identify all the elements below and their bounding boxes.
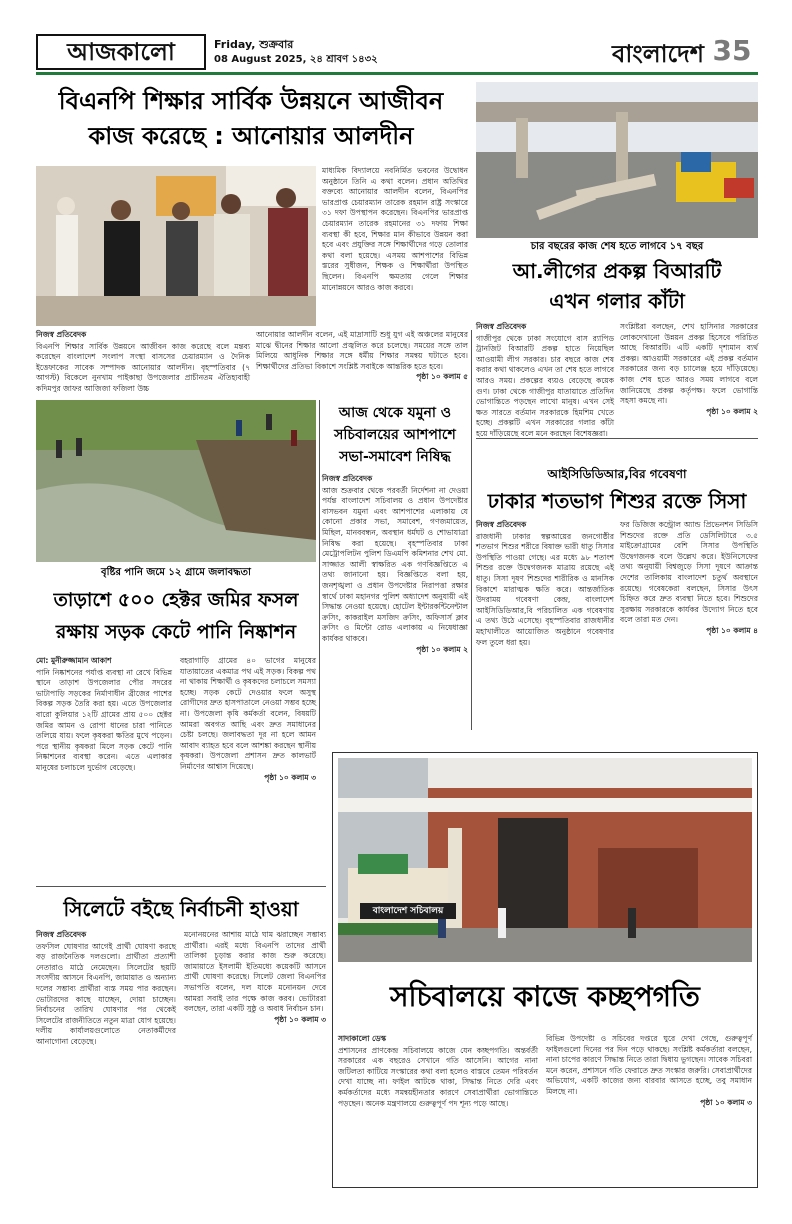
story1-headline-line2: কাজ করেছে : আনোয়ার আলদীন [88,122,414,150]
story2-headline-line2: এখন গলার কাঁটা [549,289,685,313]
story6-top-rule [36,886,326,887]
masthead-date: 08 August 2025, ২৪ শ্রাবণ ১৪৩২ [214,54,378,65]
story1-body-left-text: বিএনপি শিক্ষার সার্বিক উন্নয়নে আজীবন কাজ করেছে বলে মন্তব্য করেছেন বাংলাদেশ সংলাপ সংস্থা বাসসের চেয়ারম্যান ও দৈনিক ইত্তেফাকের সাবেক সম্পাদক আনোয়ার আলদীন। বৃহস্পতিবার (৭ আগস্ট) বিকেলে নুনখাম পাইকাছা উপজেলার প্রাচীনতম ঐতিহ্যবাহী কদিমপুর জাফর আজিজা ফজিলা উচ্চ [36,341,250,393]
story3-body-col2 [180,656,316,882]
masthead-logo: আজকালো [36,34,206,70]
story5-continued: পৃষ্ঠা ১০ কলাম ৪ [706,625,758,635]
story6-body-col2 [184,930,326,1186]
column-rule [471,330,472,730]
story6-body-col1-text: তফসিল ঘোষণার আগেই প্রার্থী ঘোষণা করছে বড় রাজনৈতিক দলগুলো। প্রার্থীতা প্রত্যাশী নেতারাও মাঠে নেমেছেন। সিলেটের ছয়টি সংসদীয় আসনে বিএনপি, জামায়াত ও অন্যান্য দলের সম্ভাব্য প্রার্থীরা ব্যস্ত সময় পার করছেন। ভোটারদের কাছে যাচ্ছেন, দোয়া চাচ্ছেন। নির্বাচনের তারিখ ঘোষণার পর থেকেই সিলেটের রাজনীতিতে নতুন মাত্রা যোগ হয়েছে। দলীয় কার্যালয়গুলোতে নেতাকর্মীদের আনাগোনা বেড়েছে। [36,941,176,1046]
masthead-day: Friday, শুক্রবার [214,38,294,51]
story5-kicker: আইসিডিডিআর,বির গবেষণা [547,467,687,481]
story7-body-col2 [546,1034,752,1184]
story1-continued: পৃষ্ঠা ১০ কলাম ৫ [416,372,468,382]
story6-body-col1 [36,930,176,1186]
story7-continued: পৃষ্ঠা ১০ কলাম ৩ [700,1097,752,1107]
story7-body-col1 [338,1034,538,1184]
story1-body-mid [256,330,468,396]
story2-byline: নিজস্ব প্রতিবেদক [476,322,527,331]
story5-body-col1 [476,520,614,720]
story4-headline [322,402,468,472]
story3-continued: পৃষ্ঠা ১০ কলাম ৩ [264,772,316,782]
story5-headline: ঢাকার শতভাগ শিশুর রক্তে সিসা [487,489,747,513]
story7-body-col1-text: প্রশাসনের প্রাণকেন্দ্র সচিবালয়ে কাজে যেন কচ্ছপগতি। অন্তর্বর্তী সরকারের এক বছরেও সেখানে গতি আসেনি। আগের নানা জটিলতা কাটিয়ে সংস্কারের কথা বলা হলেও বাস্তবে তেমন পরিবর্তন দেখা যাচ্ছে না। ফাইল আটকে থাকা, সিদ্ধান্ত নিতে দেরি এবং কর্মকর্তাদের মধ্যে সমন্বয়হীনতার কারণে সেবাপ্রার্থীরা ভোগান্তিতে পড়ছেন। অনেক মন্ত্রণালয়ে গুরুত্বপূর্ণ পদ শূন্য পড়ে আছে। [338,1045,538,1108]
masthead [36,34,758,78]
story3-headline-line2: রক্ষায় সড়ক কেটে পানি নিষ্কাশন [55,621,297,643]
story4-body-text: আজ শুক্রবার থেকে পরবর্তী নির্দেশনা না দেওয়া পর্যন্ত বাংলাদেশ সচিবালয় ও প্রধান উপদেষ্টার বাসভবন যমুনা এবং আশপাশের এলাকায় যে কোনো প্রকার সভা, সমাবেশ, গণজমায়েত, মিছিল, মানববন্ধন, অবস্থান ধর্মঘট ও শোভাযাত্রা নিষিদ্ধ করা হয়েছে। বৃহস্পতিবার ঢাকা মেট্রোপলিটন পুলিশ ডিএমপি কমিশনার শেখ মো. সাজ্জাত আলী স্বাক্ষরিত এক গণবিজ্ঞপ্তিতে এ তথ্য জানানো হয়। বিজ্ঞপ্তিতে বলা হয়, জনশৃঙ্খলা ও প্রধান উপদেষ্টার নিরাপত্তা রক্ষার স্বার্থে ঢাকা মহানগর পুলিশ অধ্যাদেশ অনুযায়ী এই সিদ্ধান্ত নেওয়া হয়েছে। হোটেল ইন্টারকন্টিনেন্টাল ক্রসিং, কাকরাইল মসজিদ ক্রসিং, অফিসার্স ক্লাব ক্রসিং ও মিন্টো রোড এলাকায় এ নিষেধাজ্ঞা কার্যকর থাকবে। [322,485,468,643]
story4-byline: নিজস্ব প্রতিবেদক [322,474,373,483]
story3-body-col2-text: বহরাগাড়ি গ্রামের ৪০ ভাগের মানুষের যাতায়াতের একমাত্র পথ এই সড়ক। বিকল্প পথ না থাকায় শিক্ষার্থী ও কৃষকদের চলাচলে সমস্যা হচ্ছে। সড়ক কেটে দেওয়ার ফলে অসুস্থ রোগীদের দ্রুত হাসপাতালে নেওয়া সম্ভব হচ্ছে না। উপজেলা কৃষি কর্মকর্তা বলেন, বিষয়টি আমরা অবগত আছি এবং দ্রুত সমাধানের চেষ্টা চলছে। জলাবদ্ধতা দূর না হলে আমন আবাদ ব্যাহত হবে বলে আশঙ্কা করছেন স্থানীয় কৃষকরা। উপজেলা প্রশাসন দ্রুত কালভার্ট নির্মাণের আশ্বাস দিয়েছে। [180,656,316,771]
story3-byline: মো: মুনীরুজ্জামান আকাশ [36,656,112,665]
story7-body-col2-text: বিভিন্ন উপদেষ্টা ও সচিবের দপ্তরে ঘুরে দেখা গেছে, গুরুত্বপূর্ণ ফাইলগুলো দিনের পর দিন পড়ে থাকছে। সংশ্লিষ্ট কর্মকর্তারা বলছেন, নানা চাপের কারণে সিদ্ধান্ত নিতে তারা দ্বিধায় ভুগছেন। সাবেক সচিবরা মনে করেন, প্রশাসনে গতি ফেরাতে দ্রুত সংস্কার জরুরি। সেবাপ্রার্থীদের অভিযোগ, একটি কাজের জন্য বারবার আসতে হচ্ছে, তবু সমাধান মিলছে না। [546,1034,752,1096]
story6-body-col2-text: মনোনয়নের আশায় মাঠে ঘাম ঝরাচ্ছেন সম্ভাব্য প্রার্থীরা। এরই মধ্যে বিএনপি তাদের প্রার্থী তালিকা চূড়ান্ত করার কাজ শুরু করেছে। জামায়াতে ইসলামী ইতিমধ্যে কয়েকটি আসনে প্রার্থী ঘোষণা করেছে। সিলেট জেলা বিএনপির সভাপতি বলেন, দল যাকে মনোনয়ন দেবে আমরা সবাই তার পক্ষে কাজ করব। ভোটাররা বলছেন, তারা একটি সুষ্ঠু ও অবাধ নির্বাচন চান। [184,930,326,1014]
story5-body-col2-text: ফর ডিজিজ কন্ট্রোল অ্যান্ড প্রিভেনশন সিডিসি শিশুদের রক্তে প্রতি ডেসিলিটারে ৩.৫ মাইক্রোগ্রামের বেশি সিসার উপস্থিতি উদ্বেগজনক বলে উল্লেখ করে। ইউনিসেফের তথ্য অনুযায়ী বিশ্বজুড়ে সিসা দূষণে আক্রান্ত দেশের তালিকায় বাংলাদেশ চতুর্থ অবস্থানে রয়েছে। গবেষকেরা বলছেন, সিসার উৎস চিহ্নিত করে দ্রুত ব্যবস্থা নিতে হবে। শিশুদের সুরক্ষায় সরকারকে কার্যকর উদ্যোগ নিতে হবে বলে তারা মত দেন। [620,520,758,625]
story1-body-right-text: মাধ্যমিক বিদ্যালয়ে নবনির্মিত ভবনের উদ্বোধন অনুষ্ঠানে তিনি এ কথা বলেন। প্রধান অতিথির বক্তব্যে আনোয়ার আলদীন বলেন, বিএনপির ভারপ্রাপ্ত চেয়ারম্যান তারেক রহমান রাষ্ট্র সংস্কারে ৩১ দফা উপস্থাপন করেছেন। বিএনপির ভারপ্রাপ্ত চেয়ারম্যান তারেক রহমানের ৩১ দফায় শিক্ষা ব্যবস্থা কী হবে, শিক্ষার মান কীভাবে উন্নয়ন করা হবে এবং প্রযুক্তির সঙ্গে শিক্ষার্থীদের গড়ে তোলার কথা বলা হয়েছে। এসময় আশপাশের বিভিন্ন স্তরের সুধীজন, শিক্ষক ও শিক্ষার্থীরা উপস্থিত ছিলেন। বিএনপি ক্ষমতায় গেলে শিক্ষার মানোন্নয়নে আরও কাজ করবে। [322,166,468,292]
story2-photo-caption: চার বছরের কাজ শেষ হতে লাগবে ১৭ বছর [530,241,704,252]
story1-body-right [322,166,468,326]
story1-byline: নিজস্ব প্রতিবেদক [36,330,87,339]
column-rule [319,400,320,730]
story1-headline-line1: বিএনপি শিক্ষার সার্বিক উন্নয়নে আজীবন [58,87,444,115]
story3-body-col1 [36,656,172,882]
story7-photo [338,758,752,962]
story6-headline: সিলেটে বইছে নির্বাচনী হাওয়া [63,897,299,921]
story3-headline [36,584,316,652]
story2-body-col2-text: সংশ্লিষ্টরা বলছেন, শেখ হাসিনার সরকারের লোকদেখানো উন্নয়ন প্রকল্প হিসেবে পরিচিত আছে বিআরটি। এটি একটি দৃশ্যমান ব্যর্থ প্রকল্প। আওয়ামী সরকারের এই প্রকল্প বর্তমান সরকারের জন্য বড় চ্যালেঞ্জ হয়ে দাঁড়িয়েছে। কাজ শেষ হতে আরও সময় লাগবে বলে জানিয়েছে প্রকল্প কর্তৃপক্ষ। ফলে ভোগান্তি সহসা কমছে না। [620,322,758,406]
story2-body-col1-text: গাজীপুর থেকে ঢাকা সংযোগে বাস র‍্যাপিড ট্রানজিট বিআরটি প্রকল্প হাতে নিয়েছিল আওয়ামী লীগ সরকার। চার বছরে কাজ শেষ করার কথা থাকলেও এখন তা শেষ হতে লাগবে আরও সময়। প্রকল্পের ব্যয়ও বেড়েছে কয়েক গুণ। ঢাকা থেকে গাজীপুর যাতায়াতে প্রতিদিন ভোগান্তিতে পড়ছেন লাখো মানুষ। এখন সেই ক্ষত সারতে বর্তমান সরকারকে হিমশিম খেতে হচ্ছে। প্রকল্পটি এখন সরকারের গলার কাঁটা হয়ে দাঁড়িয়েছে বলে মনে করছেন বিশেষজ্ঞরা। [476,333,615,438]
story5-body-col1-text: রাজধানী ঢাকার স্বল্পআয়ের জনগোষ্ঠীর শতভাগ শিশুর শরীরে বিষাক্ত ভারী ধাতু সিসার উপস্থিতি পাওয়া গেছে। এর মধ্যে ৯৮ শতাংশ শিশুর রক্তে উদ্বেগজনক মাত্রায় রয়েছে এই ধাতু। সিসা দূষণ শিশুদের শারীরিক ও মানসিক বিকাশে মারাত্মক ক্ষতি করে। আন্তর্জাতিক উদরাময় গবেষণা কেন্দ্র, বাংলাদেশ আইসিডিডিআর,বি পরিচালিত এক গবেষণায় এ তথ্য উঠে এসেছে। বৃহস্পতিবার রাজধানীর মহাখালীতে আয়োজিত অনুষ্ঠানে গবেষণার ফল তুলে ধরা হয়। [476,531,614,647]
story2-body-col1 [476,322,615,438]
story1-headline [36,84,466,162]
section-title: বাংলাদেশ [612,40,704,68]
story3-photo-caption: বৃষ্টির পানি জমে ১২ গ্রামে জলাবদ্ধতা [101,567,251,578]
story2-headline-line1: আ.লীগের প্রকল্প বিআরটি [512,259,722,283]
story1-photo [36,166,316,326]
story5-top-rule [476,438,758,439]
story2-body-col2 [620,322,758,430]
story5-body-col2 [620,520,758,720]
story6-byline: নিজস্ব প্রতিবেদক [36,930,87,939]
story2-photo [476,82,758,238]
story3-photo [36,400,316,562]
story7-byline: সাদাকালো ডেস্ক [338,1034,387,1043]
story2-headline [476,256,758,318]
story4-headline-line2: সচিবালয়ের আশপাশে [334,427,456,443]
building-sign: বাংলাদেশ সচিবালয় [360,903,456,919]
story6-continued: পৃষ্ঠা ১০ কলাম ৩ [274,1014,326,1024]
page-number: 35 [712,34,752,67]
story1-body-left [36,330,250,396]
story4-body [322,474,468,722]
story5-byline: নিজস্ব প্রতিবেদক [476,520,527,529]
story3-headline-line1: তাড়াশে ৫০০ হেক্টর জমির ফসল [53,589,299,611]
story4-headline-line3: সভা-সমাবেশ নিষিদ্ধ [339,449,451,465]
story7-headline: সচিবালয়ে কাজে কচ্ছপগতি [390,980,700,1013]
story2-continued: পৃষ্ঠা ১০ কলাম ২ [706,406,758,416]
story4-headline-line1: আজ থেকে যমুনা ও [338,405,452,421]
story3-body-col1-text: পানি নিষ্কাশনের পর্যাপ্ত ব্যবস্থা না রেখে বিভিন্ন স্থানে তাড়াশ উপজেলার পৌর সদরের ভাটাপাড়ি সড়কের নির্মাণাধীন ব্রীজের পাশের বিকল্প সড়ক তৈরি করা হয়। এতে উপজেলার বারো কুলিয়ার ১২টি গ্রামের প্রায় ৫০০ হেক্টর জমির আমন ও রোপা ধানের চারা পানিতে তলিয়ে যায়। ফলে কৃষকরা ক্ষতির মুখে পড়েন। পরে স্থানীয় কৃষকরা মিলে সড়ক কেটে পানি নিষ্কাশনের ব্যবস্থা করেন। এতে এলাকার মানুষের চলাচলে দুর্ভোগ বেড়েছে। [36,667,172,772]
story1-body-mid-text: আনোয়ার আলদীন বলেন, এই মাদ্রাসাটি শুধু যুগ এই অঞ্চলের মানুষের মাঝে দ্বীনের শিক্ষার আলো প্রজ্বলিত করে চলেছে। সময়ের সঙ্গে তাল মিলিয়ে আধুনিক শিক্ষার সঙ্গে ধর্মীয় শিক্ষার সমন্বয় ঘটাতে হবে। শিক্ষার্থীদের প্রতিভা বিকাশে সংশ্লিষ্ট সবাইকে আন্তরিক হতে হবে। [256,330,468,371]
story4-continued: পৃষ্ঠা ১০ কলাম ২ [416,644,468,654]
